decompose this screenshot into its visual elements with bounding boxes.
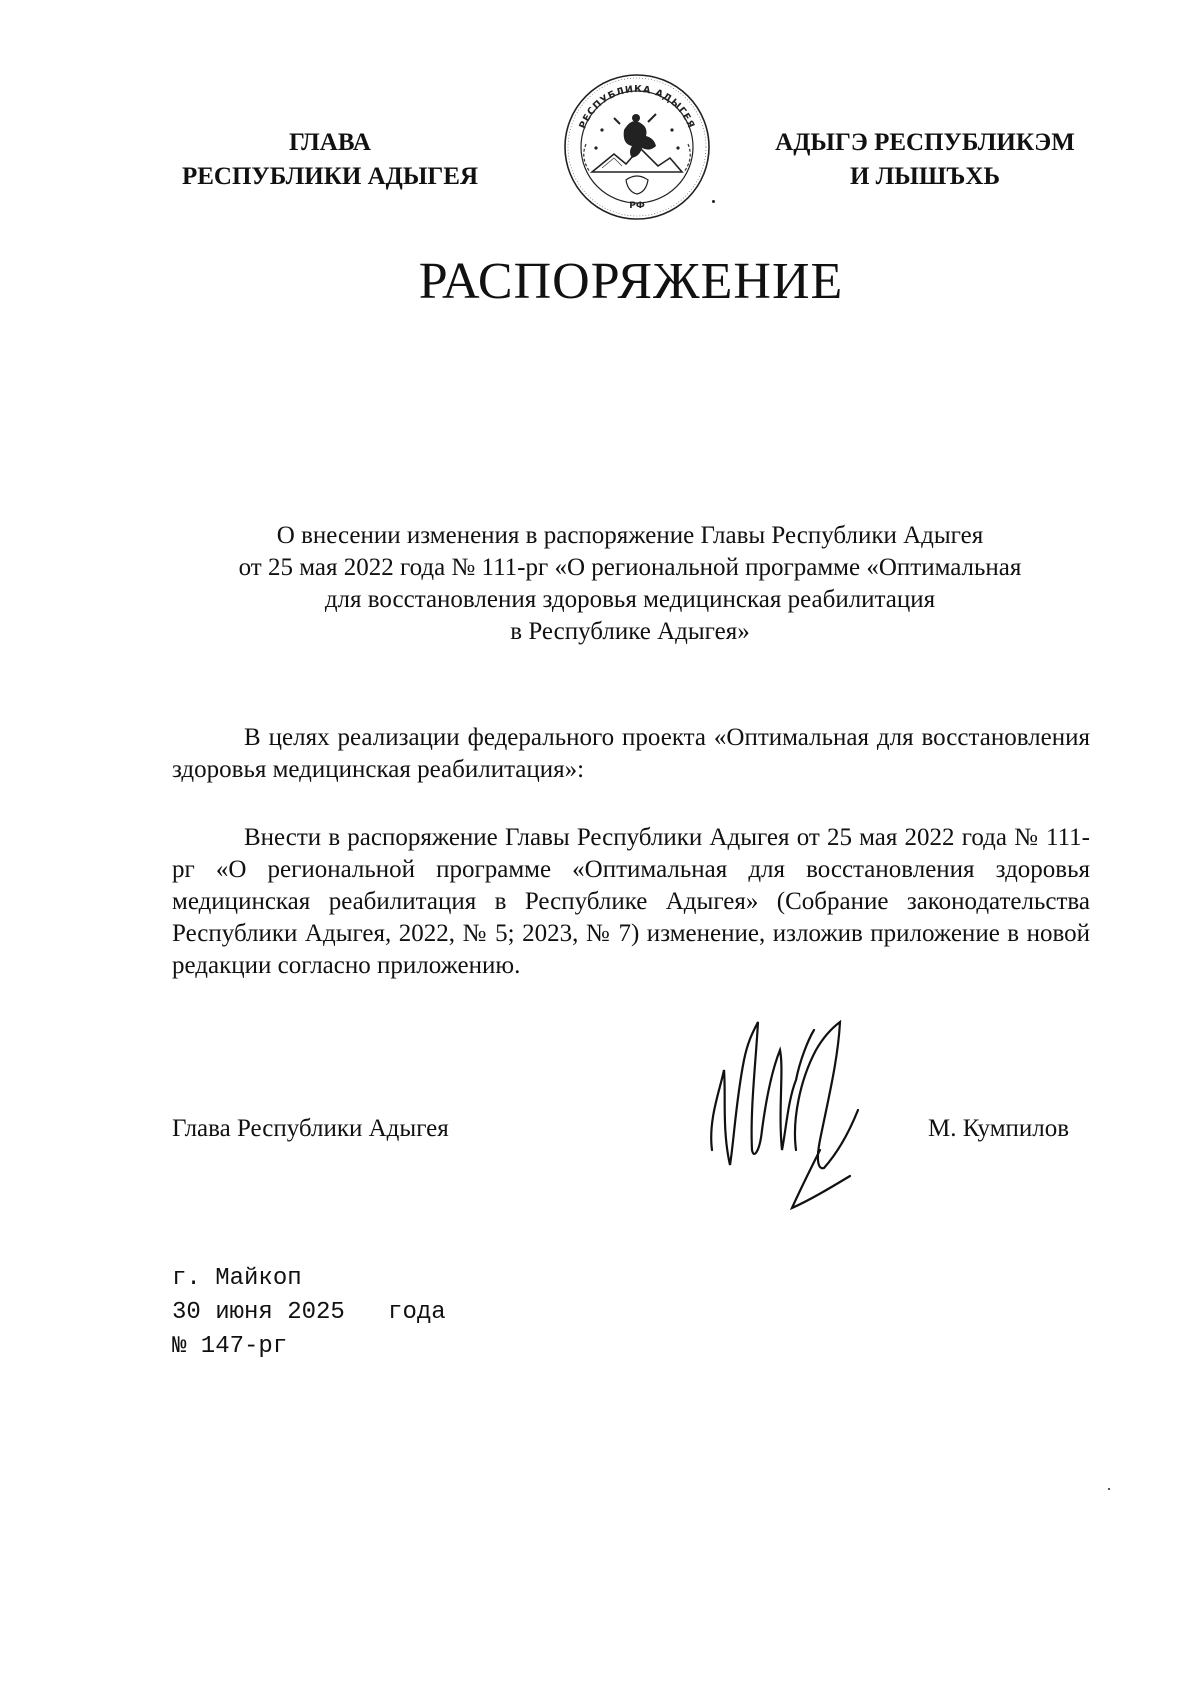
- body-paragraph-directive: Внести в распоряжение Главы Республики Адыгея от 25 мая 2022 года № 111-рг «О региональной программе «Оптимальная для восстановления здоровья медицинская реабилитация в Республике Адыгея» (Собрание законодательства Республики Адыгея, 2022, № 5; 2023, № 7) изменение, изложив приложение в новой редакции согласно приложению.: [172, 824, 1090, 979]
- handwritten-signature: [700, 1000, 880, 1220]
- coat-of-arms-emblem: [562, 72, 712, 222]
- scan-speck: [1108, 1488, 1110, 1490]
- document-type-title: РАСПОРЯЖЕНИЕ: [418, 253, 844, 310]
- footer-city: г. Майкоп: [172, 1265, 302, 1292]
- footer-date: 30 июня 2025 года: [172, 1299, 446, 1326]
- subject-line-2: от 25 мая 2022 года № 111-рг «О региональной программе «Оптимальная: [238, 554, 1022, 581]
- subject-line-1: О внесении изменения в распоряжение Главы Республики Адыгея: [276, 522, 984, 549]
- subject-line-3: для восстановления здоровья медицинская реабилитация: [324, 586, 936, 613]
- footer-number: № 147-рг: [172, 1333, 288, 1360]
- emblem-ring-text: РЕСПУБЛИКА АДЫГЕЯ: [577, 83, 697, 131]
- header-right-line1: АДЫГЭ РЕСПУБЛИКЭМ: [775, 129, 1075, 156]
- document-footer: [172, 1262, 446, 1364]
- signatory-position: Глава Республики Адыгея: [172, 1115, 449, 1142]
- emblem-bottom-text: РФ: [629, 201, 645, 211]
- subject-line-4: в Республике Адыгея»: [510, 618, 750, 645]
- document-subject: [160, 520, 1100, 648]
- header-left-line1: ГЛАВА: [289, 129, 371, 156]
- header-left-line2: РЕСПУБЛИКИ АДЫГЕЯ: [181, 163, 479, 190]
- scan-dot: [712, 200, 715, 203]
- body-paragraph-purpose: В целях реализации федерального проекта «Оптимальная для восстановления здоровья медицинская реабилитация»:: [172, 724, 1090, 783]
- header-right-line2: И ЛЫШЪХЬ: [849, 163, 1001, 190]
- header-left: [150, 126, 510, 194]
- signatory-name: М. Кумпилов: [928, 1115, 1070, 1142]
- header-right: [740, 126, 1110, 194]
